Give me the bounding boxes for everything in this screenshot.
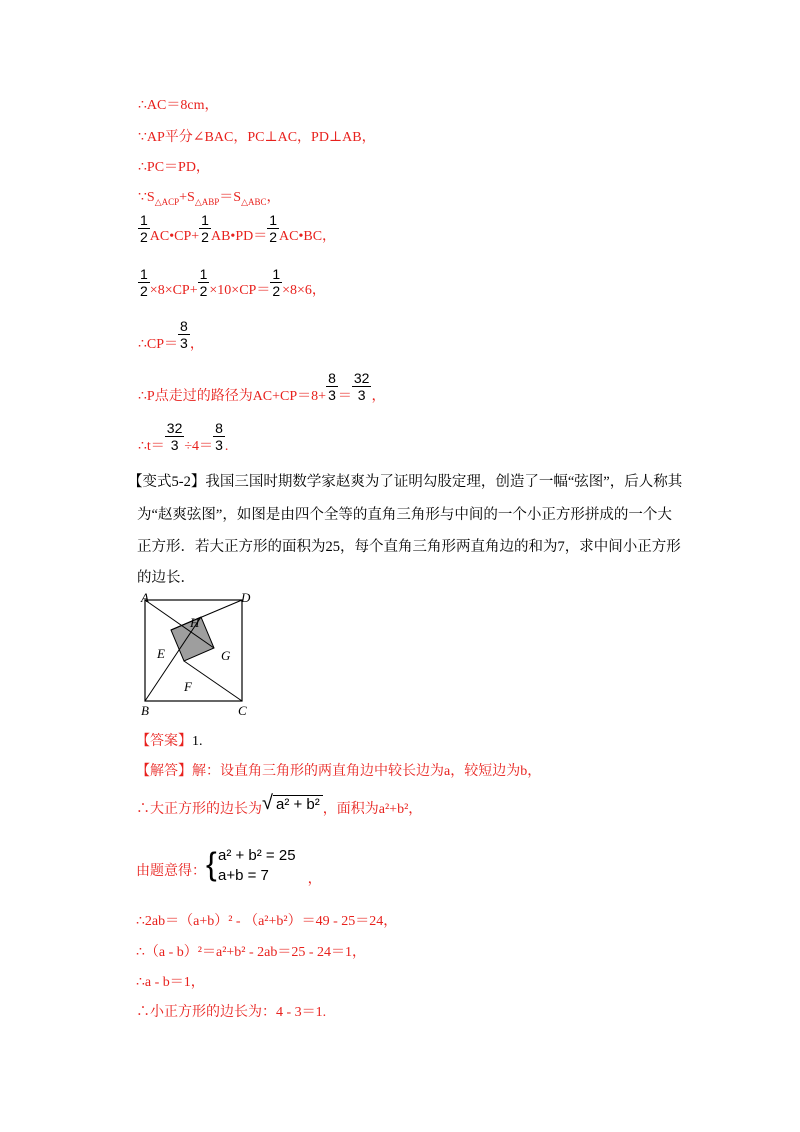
solution-b-line-5: ∴（a - b）²＝a²+b² - 2ab＝25 - 24＝1， (136, 945, 367, 960)
solution-line-9: ∴t＝ $\frac{32}{3}$ ÷4＝ $\frac{8}{3}$ . (138, 420, 229, 454)
solution-line-1: ∴AC＝8cm， (138, 98, 219, 113)
solution-b-line-7: ∴小正方形的边长为：4 - 3＝1. (136, 1005, 327, 1020)
solution-label: 【解答】 (136, 764, 192, 779)
problem-line-1: 【变式5-2】我国三国时期数学家赵爽为了证明勾股定理，创造了一幅“弦图”，后人称其 (128, 474, 683, 490)
fraction: $\frac{8}{3}$ (180, 318, 188, 351)
solution-line-5: $\frac{1}{2}$ AC•CP+ $\frac{1}{2}$ AB•PD＝ $\frac{1}{2}$ AC•BC， (140, 212, 337, 245)
label-F: F (184, 679, 192, 694)
sqrt-expression: √ a² + b² (262, 792, 323, 815)
solution-line-7: ∴CP＝ $\frac{8}{3}$ ， (138, 318, 204, 352)
equation-system: { a² + b² = 25 a+b = 7 (206, 846, 296, 884)
solution-b-line-4: ∴2ab＝（a+b）² - （a²+b²）＝49 - 25＝24， (136, 914, 398, 929)
diag-line (184, 661, 242, 701)
solution-b-line-1: 【解答】解：设直角三角形的两直角边中较长边为a，较短边为b， (136, 764, 542, 779)
fraction: $\frac{1}{2}$ (272, 266, 281, 299)
label-A: A (141, 590, 149, 605)
fraction: $\frac{32}{3}$ (166, 420, 183, 453)
fraction: $\frac{8}{3}$ (215, 420, 223, 453)
solution-line-2: ∵AP平分∠BAC，PC⊥AC，PD⊥AB， (138, 130, 376, 145)
solution-b-line-6: ∴a - b＝1， (136, 975, 205, 990)
fraction: $\frac{1}{2}$ (269, 212, 278, 245)
solution-line-3: ∴PC＝PD， (138, 160, 210, 175)
label-E: E (157, 646, 165, 661)
zhao-shuang-diagram (130, 586, 260, 720)
fraction: $\frac{8}{3}$ (328, 370, 336, 403)
label-C: C (238, 703, 247, 718)
solution-b-line-3: 由题意得： { a² + b² = 25 a+b = 7 ， (136, 846, 322, 887)
fraction: $\frac{1}{2}$ (199, 266, 208, 299)
fraction: $\frac{32}{3}$ (353, 370, 370, 403)
answer-label: 【答案】 (136, 734, 192, 749)
solution-line-4: $\because S_{\triangle ACP}+S_{\triangle ABP}=S_{\triangle ABC}$， (138, 190, 281, 207)
solution-line-8: ∴P点走过的路径为AC+CP＝8+ $\frac{8}{3}$ ＝ $\frac{32}{3}$ ， (138, 370, 386, 404)
label-G: G (221, 648, 231, 663)
problem-line-3: 正方形．若大正方形的面积为25，每个直角三角形两直角边的和为7，求中间小正方形 (137, 539, 681, 555)
label-D: D (241, 590, 251, 605)
problem-label: 【变式5-2】 (128, 474, 206, 490)
answer-line (136, 730, 203, 750)
solution-b-line-2: ∴大正方形的边长为√ a² + b² ，面积为a²+b²， (136, 792, 423, 817)
problem-line-2: 为“赵爽弦图”，如图是由四个全等的直角三角形与中间的一个小正方形拼成的一个大 (137, 507, 672, 523)
label-B: B (141, 703, 149, 718)
answer-value: 1. (192, 734, 203, 749)
label-H: H (190, 615, 200, 630)
fraction: $\frac{1}{2}$ (140, 266, 148, 299)
problem-line-4: 的边长． (137, 570, 195, 586)
fraction: $\frac{1}{2}$ (201, 212, 209, 245)
solution-line-6: $\frac{1}{2}$ ×8×CP+ $\frac{1}{2}$ ×10×CP＝ $\frac{1}{2}$ ×8×6， (140, 266, 326, 299)
fraction: $\frac{1}{2}$ (140, 212, 148, 245)
diag-line (171, 600, 242, 630)
